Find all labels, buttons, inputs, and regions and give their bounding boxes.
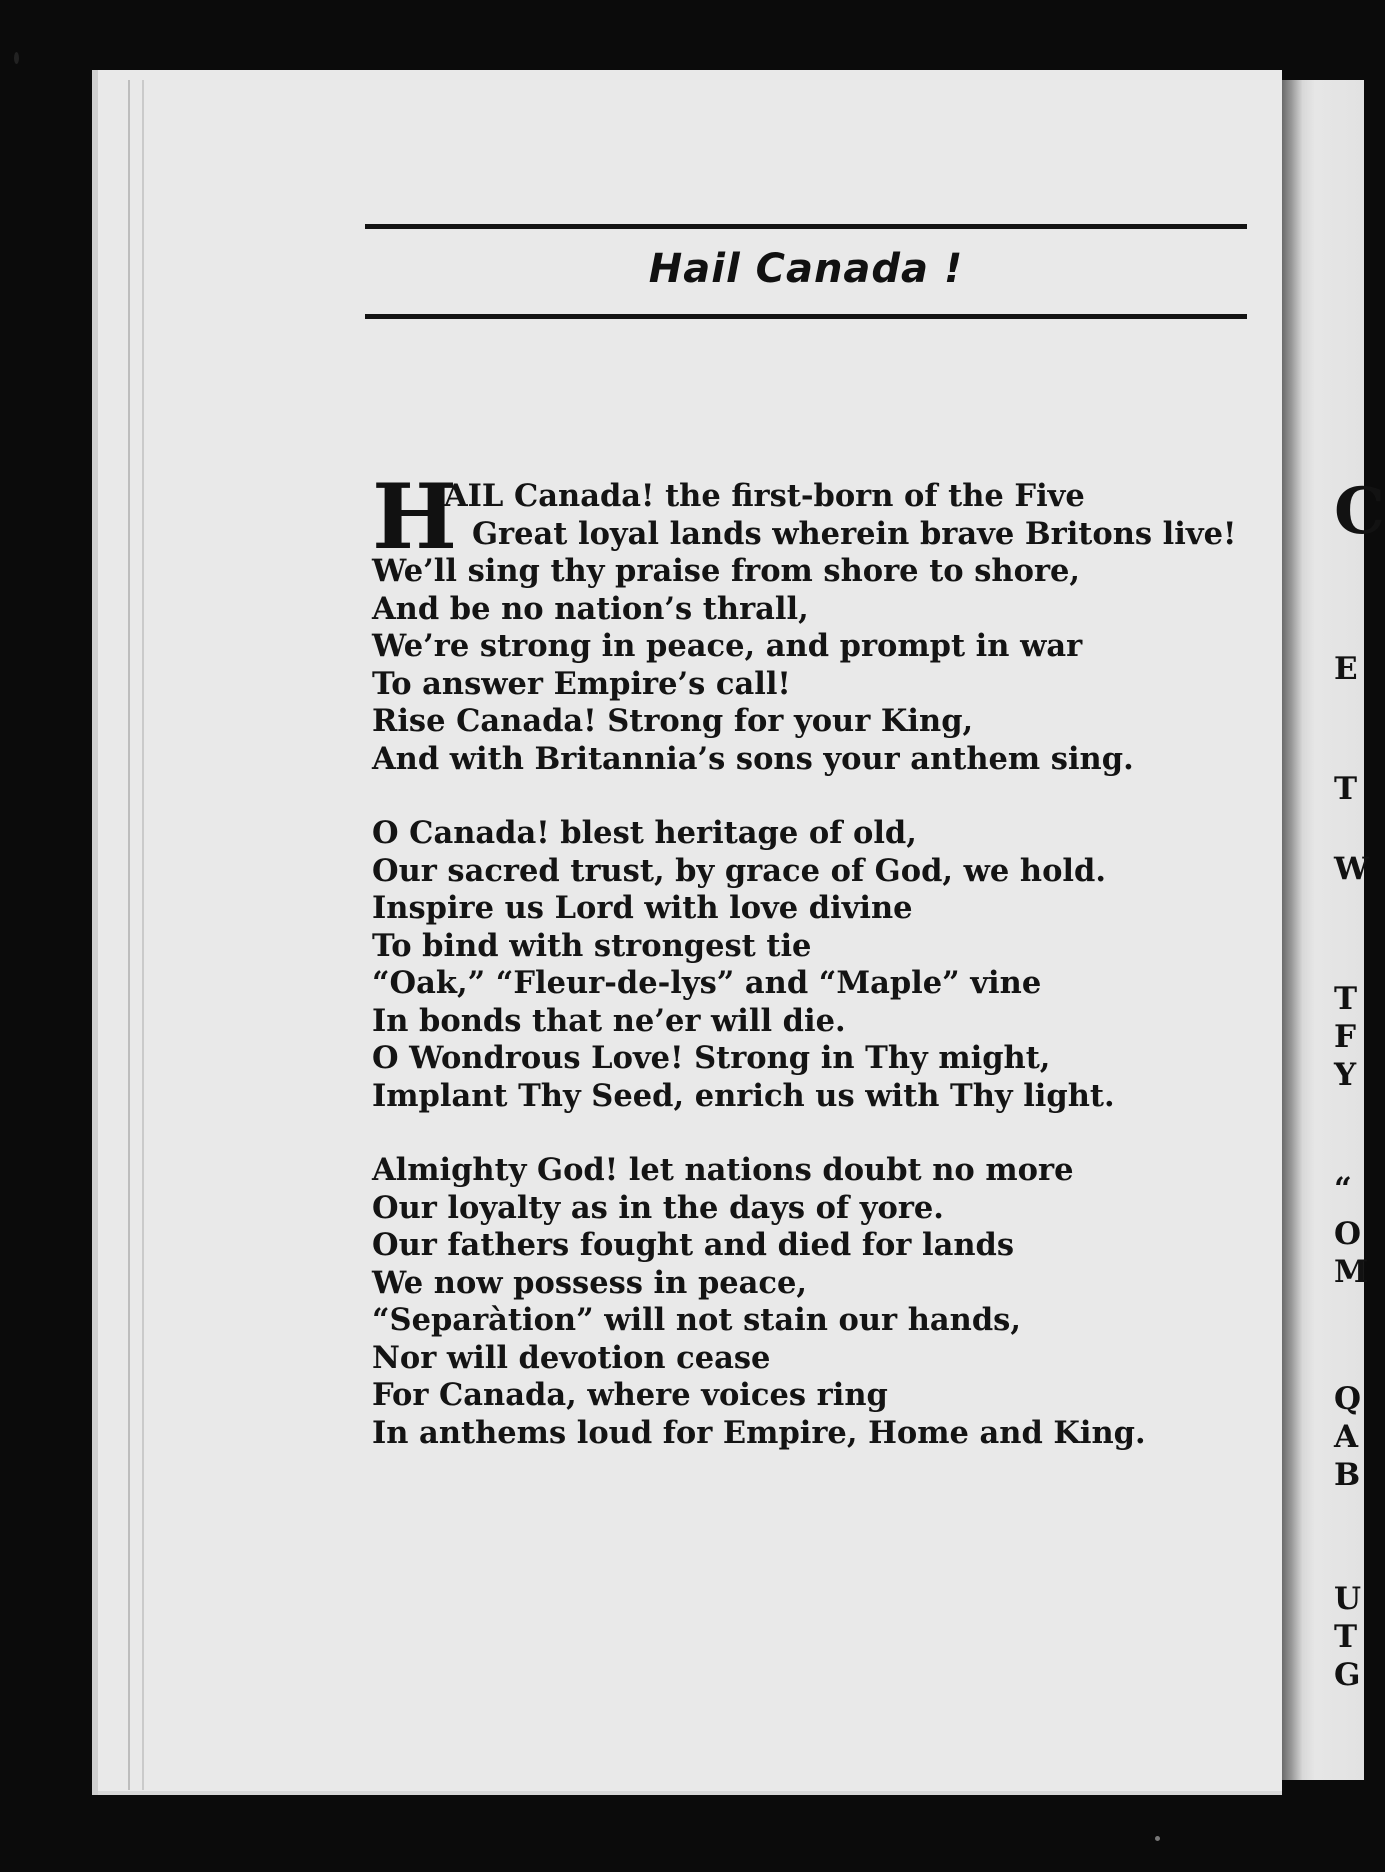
adjacent-page-letter: U [1334,1581,1362,1617]
poem-line: Rise Canada! Strong for your King, [372,703,974,739]
adjacent-page-letter: T [1334,981,1358,1017]
adjacent-page-letter: Q [1334,1381,1362,1417]
adjacent-page-letter: T [1334,1619,1358,1655]
poem-line: For Canada, where voices ring [372,1377,888,1413]
poem-line: We’re strong in peace, and prompt in war [372,628,1083,664]
adjacent-page-letter: A [1334,1419,1359,1455]
poem-line: And be no nation’s thrall, [372,590,809,627]
poem-line: Our sacred trust, by grace of God, we hold. [372,852,1106,889]
poem-line: Our loyalty as in the days of yore. [372,1189,944,1226]
poem-line: AIL Canada! the first-born of the Five [444,478,1085,514]
stanza-2 [372,815,1236,1115]
poem-line: Nor will devotion cease [372,1339,771,1376]
binding-edge [128,80,130,1790]
poem-line: And with Britannia’s sons your anthem sing. [372,740,1134,777]
adjacent-page-letter: G [1334,1657,1361,1693]
poem-line: To answer Empire’s call! [372,665,791,702]
drop-cap: H [372,464,458,570]
adjacent-page-letter: E [1334,651,1358,687]
poem-line: Inspire us Lord with love divine [372,890,913,926]
adjacent-page-letter: F [1334,1019,1357,1055]
adjacent-page-letter: “ [1334,1171,1352,1207]
page-title: Hail Canada ! [648,246,964,292]
poem-line: Implant Thy Seed, enrich us with Thy light. [372,1077,1115,1114]
adjacent-page-letter: M [1334,1254,1369,1290]
poem-line: “Oak,” “Fleur-de-lys” and “Maple” vine [372,965,1042,1001]
poem-line: Almighty God! let nations doubt no more [372,1152,1074,1188]
adjacent-page-letter: T [1334,771,1358,807]
poem-line: We’ll sing thy praise from shore to shore, [372,553,1081,589]
poem-line: “Separàtion” will not stain our hands, [372,1302,1021,1338]
stanza-1 [372,464,1237,778]
poem [372,464,1237,1489]
poem-line: O Canada! blest heritage of old, [372,815,917,851]
stanza-3 [372,1152,1236,1452]
scan-speck [14,52,19,64]
poem-line: To bind with strongest tie [372,927,812,964]
poem-line: Our fathers fought and died for lands [372,1227,1015,1263]
poem-line: Great loyal lands wherein brave Britons live! [472,515,1237,552]
adjacent-page-letter: W [1334,851,1369,887]
adjacent-page-edge [1282,80,1385,1780]
adjacent-page-letter: O [1334,1216,1362,1252]
title-rule-top [365,224,1247,229]
poem-line: We now possess in peace, [372,1264,808,1301]
poem-line: O Wondrous Love! Strong in Thy might, [372,1040,1051,1076]
adjacent-page-letter: B [1334,1457,1361,1493]
poem-line: In anthems loud for Empire, Home and King. [372,1414,1146,1451]
scan-speck [1155,1836,1160,1841]
binding-edge [142,80,144,1790]
title-rule-bottom [365,314,1247,319]
poem-line: In bonds that ne’er will die. [372,1002,846,1039]
adjacent-page-letter: Y [1334,1057,1357,1093]
adjacent-page-dropcap: C [1334,474,1385,549]
